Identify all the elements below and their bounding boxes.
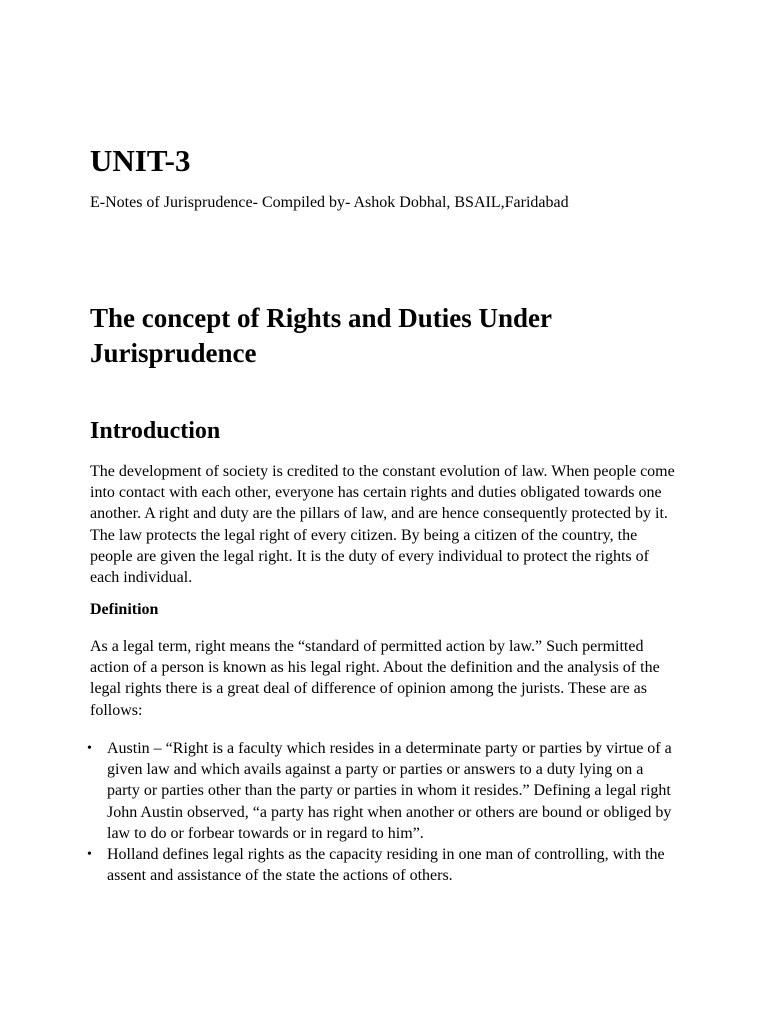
unit-title: UNIT-3	[90, 143, 191, 178]
bullet-icon: •	[87, 741, 92, 756]
list-item-text: Austin – “Right is a faculty which resides in a determinate party or parties by virtue of a given law and which avails against a party or parties or answers to a duty lying on a party or parties other than the party or parties in whom it resides.” Defining a legal right John Austin observed, “a party has right when another or others are bound or obliged by law to do or forbear towards or in regard to him”.	[107, 740, 672, 842]
introduction-heading: Introduction	[90, 418, 221, 444]
introduction-paragraph: The development of society is credited to the constant evolution of law. When people come into contact with each other, everyone has certain rights and duties obligated towards one another. A right and duty are the pillars of law, and are hence consequently protected by it. The law protects the legal right of every citizen. By being a citizen of the country, the people are given the legal right. It is the duty of every individual to protect the rights of each individual.	[90, 463, 675, 587]
bullet-icon: •	[87, 847, 92, 863]
definition-paragraph: As a legal term, right means the “standard of permitted action by law.” Such permitted action of a person is known as his legal right. About the definition and the analysis of the legal rights there is a great deal of difference of opinion among the jurists. These are as follows:	[90, 638, 660, 719]
list-item-austin	[87, 738, 680, 844]
list-item-text: Holland defines legal rights as the capacity residing in one man of controlling, with the assent and assistance of the state the actions of others.	[107, 846, 665, 885]
list-item-holland	[87, 844, 680, 886]
main-heading: The concept of Rights and Duties Under Jurisprudence	[90, 303, 552, 368]
definition-heading: Definition	[90, 601, 159, 618]
definitions-list	[87, 738, 680, 886]
compiled-by-line: E-Notes of Jurisprudence- Compiled by- Ashok Dobhal, BSAIL,Faridabad	[90, 194, 569, 211]
